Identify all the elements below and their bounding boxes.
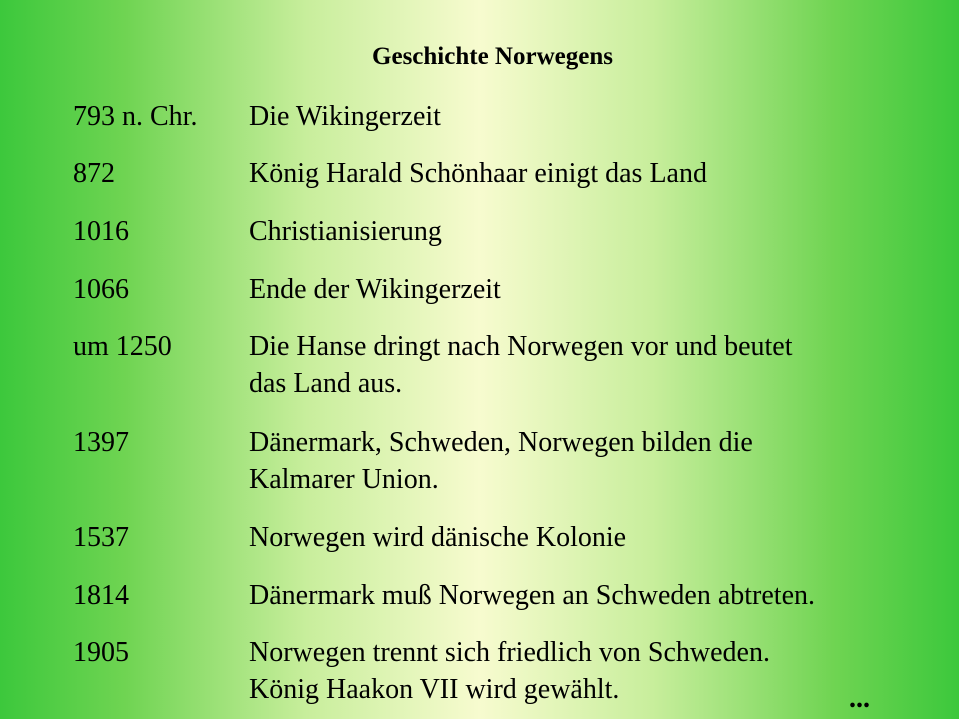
timeline-event-line: Die Hanse dringt nach Norwegen vor und beutet	[249, 331, 793, 362]
timeline-event-line: Norwegen wird dänische Kolonie	[249, 522, 627, 553]
timeline-event-line: Die Wikingerzeit	[249, 101, 441, 132]
timeline-year: 1016	[73, 216, 129, 247]
timeline-event	[249, 213, 929, 250]
timeline-event-line: das Land aus.	[249, 368, 403, 399]
timeline-event-line: Ende der Wikingerzeit	[249, 274, 501, 305]
timeline-event-line: Dänermark, Schweden, Norwegen bilden die	[249, 427, 753, 458]
timeline-event-line: Kalmarer Union.	[249, 464, 439, 495]
timeline-event	[249, 519, 929, 556]
timeline-event	[249, 424, 929, 498]
timeline-event-line: König Haakon VII wird gewählt.	[249, 674, 620, 705]
timeline-event-line: Christianisierung	[249, 216, 442, 247]
timeline-event	[249, 577, 929, 614]
timeline-year: 1905	[73, 637, 129, 668]
timeline-year: 1397	[73, 427, 129, 458]
timeline-year: 872	[73, 158, 115, 189]
slide-title: Geschichte Norwegens	[372, 43, 613, 70]
timeline-year: 1814	[73, 580, 129, 611]
timeline-year: 1537	[73, 522, 129, 553]
continuation-marker: ...	[849, 683, 870, 714]
timeline-year: um 1250	[73, 331, 172, 362]
timeline-year: 793 n. Chr.	[73, 101, 198, 132]
timeline-event-line: Norwegen trennt sich friedlich von Schweden.	[249, 637, 770, 668]
timeline-year: 1066	[73, 274, 129, 305]
timeline-event	[249, 155, 929, 192]
timeline-event	[249, 271, 929, 308]
timeline-event	[249, 634, 929, 708]
timeline-event	[249, 328, 929, 402]
timeline-event	[249, 98, 929, 135]
timeline-event-line: König Harald Schönhaar einigt das Land	[249, 158, 707, 189]
timeline-event-line: Dänermark muß Norwegen an Schweden abtreten.	[249, 580, 816, 611]
